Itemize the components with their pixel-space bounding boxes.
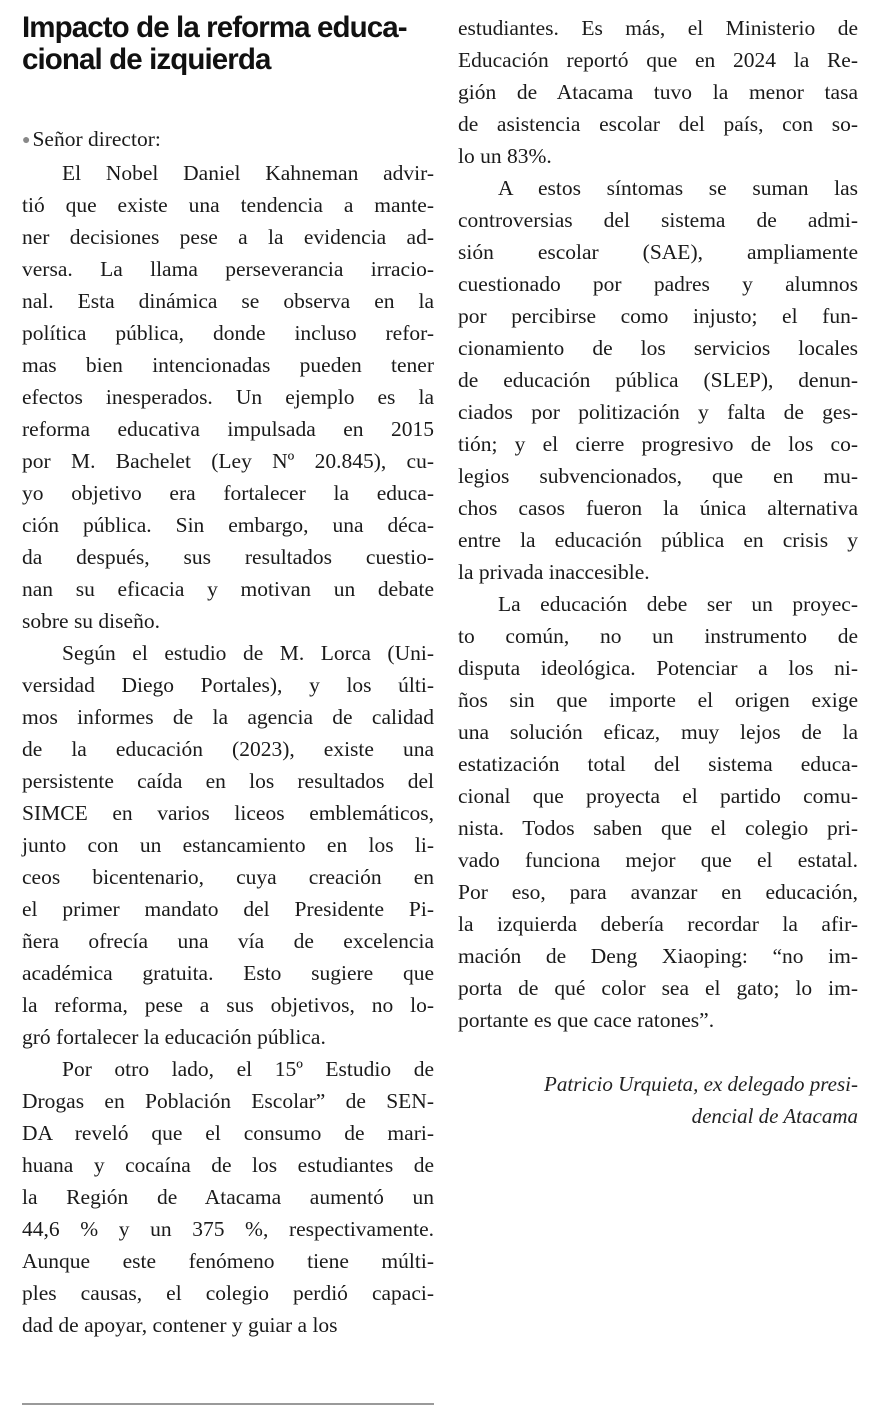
text-line: Educación reportó que en 2024 la Re- (458, 48, 858, 72)
text-line: junto con un estancamiento en los li- (22, 833, 434, 857)
salutation-text: Señor director: (32, 127, 161, 151)
text-line: tió que existe una tendencia a mante- (22, 193, 434, 217)
text-line: ñera ofrecía una vía de excelencia (22, 929, 434, 953)
text-line: cionamiento de los servicios locales (458, 336, 858, 360)
text-line: una solución eficaz, muy lejos de la (458, 720, 858, 744)
signature-line: dencial de Atacama (691, 1104, 858, 1128)
text-line: entre la educación pública en crisis y (458, 528, 858, 552)
signature-line: Patricio Urquieta, ex delegado presi- (544, 1072, 858, 1096)
text-line: cional que proyecta el partido comu- (458, 784, 858, 808)
right-column (458, 0, 858, 1132)
bullet-icon: ● (22, 133, 31, 148)
text-line: de asistencia escolar del país, con so- (458, 112, 858, 136)
text-line: 44,6 % y un 375 %, respectivamente. (22, 1217, 434, 1241)
text-line: controversias del sistema de admi- (458, 208, 858, 232)
text-line: el primer mandato del Presidente Pi- (22, 897, 434, 921)
text-line: ples causas, el colegio perdió capaci- (22, 1281, 434, 1305)
text-line: portante es que cace ratones”. (458, 1008, 715, 1032)
text-line: gró fortalecer la educación pública. (22, 1025, 326, 1049)
text-line: da después, sus resultados cuestio- (22, 545, 434, 569)
text-line: la izquierda debería recordar la afir- (458, 912, 858, 936)
text-line: cuestionado por padres y alumnos (458, 272, 858, 296)
text-line: de educación pública (SLEP), denun- (458, 368, 858, 392)
text-line: ner decisiones pese a la evidencia ad- (22, 225, 434, 249)
text-line: tión; y el cierre progresivo de los co- (458, 432, 858, 456)
text-line: dad de apoyar, contener y guiar a los (22, 1313, 338, 1337)
text-line: La educación debe ser un proyec- (498, 592, 858, 616)
bottom-rule (22, 1403, 434, 1405)
text-line: ceos bicentenario, cuya creación en (22, 865, 434, 889)
text-line: Por otro lado, el 15º Estudio de (62, 1057, 434, 1081)
text-line: académica gratuita. Esto sugiere que (22, 961, 434, 985)
text-line: nan su eficacia y motivan un debate (22, 577, 434, 601)
text-line: nista. Todos saben que el colegio pri- (458, 816, 858, 840)
paragraph-3-continued (458, 12, 858, 172)
text-line: ños sin que importe el origen exige (458, 688, 858, 712)
text-line: mación de Deng Xiaoping: “no im- (458, 944, 858, 968)
text-line: yo objetivo era fortalecer la educa- (22, 481, 434, 505)
text-line: sobre su diseño. (22, 609, 160, 633)
text-line: chos casos fueron la única alternativa (458, 496, 858, 520)
text-line: legios subvencionados, que en mu- (458, 464, 858, 488)
text-line: to común, no un instrumento de (458, 624, 858, 648)
text-line: por M. Bachelet (Ley Nº 20.845), cu- (22, 449, 434, 473)
text-line: mos informes de la agencia de calidad (22, 705, 434, 729)
text-line: Por eso, para avanzar en educación, (458, 880, 858, 904)
text-line: de la educación (2023), existe una (22, 737, 434, 761)
text-line: Según el estudio de M. Lorca (Uni- (62, 641, 434, 665)
paragraph-4 (458, 172, 858, 588)
text-line: A estos síntomas se suman las (498, 176, 858, 200)
text-line: reforma educativa impulsada en 2015 (22, 417, 434, 441)
text-line: huana y cocaína de los estudiantes de (22, 1153, 434, 1177)
text-line: la Región de Atacama aumentó un (22, 1185, 434, 1209)
text-line: porta de qué color sea el gato; lo im- (458, 976, 858, 1000)
paragraph-1 (22, 157, 434, 637)
text-line: El Nobel Daniel Kahneman advir- (62, 161, 434, 185)
text-line: ciados por politización y falta de ges- (458, 400, 858, 424)
paragraph-2 (22, 637, 434, 1053)
text-line: estatización total del sistema educa- (458, 752, 858, 776)
text-line: versidad Diego Portales), y los últi- (22, 673, 434, 697)
headline-line: cional de izquierda (22, 43, 271, 76)
text-line: la reforma, pese a sus objetivos, no lo- (22, 993, 434, 1017)
text-line: por percibirse como injusto; el fun- (458, 304, 858, 328)
headline-line: Impacto de la reforma educa- (22, 11, 407, 44)
text-line: SIMCE en varios liceos emblemáticos, (22, 801, 434, 825)
signature (458, 1068, 858, 1132)
text-line: versa. La llama perseverancia irracio- (22, 257, 434, 281)
text-line: sión escolar (SAE), ampliamente (458, 240, 858, 264)
text-line: mas bien intencionadas pueden tener (22, 353, 434, 377)
text-line: Aunque este fenómeno tiene múlti- (22, 1249, 434, 1273)
text-line: Drogas en Población Escolar” de SEN- (22, 1089, 434, 1113)
text-line: nal. Esta dinámica se observa en la (22, 289, 434, 313)
text-line: ción pública. Sin embargo, una déca- (22, 513, 434, 537)
text-line: efectos inesperados. Un ejemplo es la (22, 385, 434, 409)
text-line: vado funciona mejor que el estatal. (458, 848, 858, 872)
headline (22, 12, 434, 76)
text-line: persistente caída en los resultados del (22, 769, 434, 793)
paragraph-3 (22, 1053, 434, 1341)
text-line: estudiantes. Es más, el Ministerio de (458, 16, 858, 40)
text-line: disputa ideológica. Potenciar a los ni- (458, 656, 858, 680)
salutation (22, 123, 434, 157)
text-line: política pública, donde incluso refor- (22, 321, 434, 345)
text-line: lo un 83%. (458, 144, 552, 168)
left-column (22, 0, 434, 1341)
paragraph-5 (458, 588, 858, 1036)
text-line: DA reveló que el consumo de mari- (22, 1121, 434, 1145)
text-line: gión de Atacama tuvo la menor tasa (458, 80, 858, 104)
text-line: la privada inaccesible. (458, 560, 650, 584)
